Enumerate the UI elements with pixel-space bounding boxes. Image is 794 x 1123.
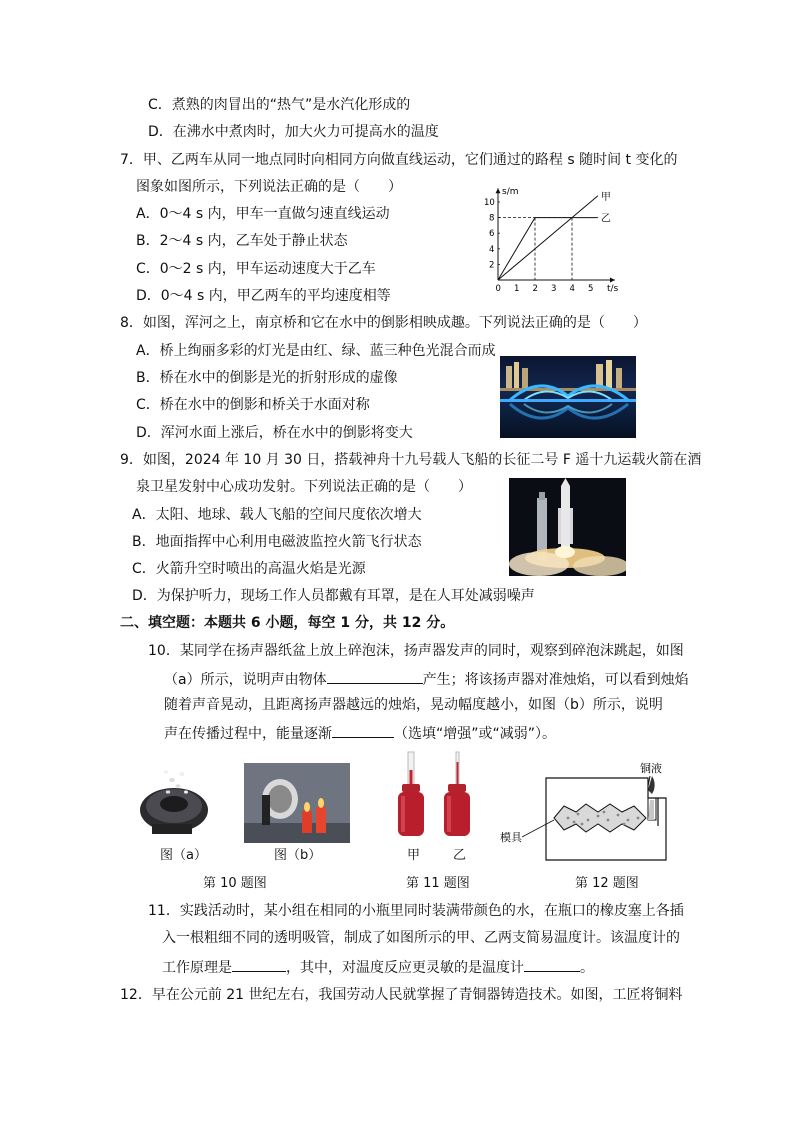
q8-stem: 8．如图，浑河之上，南京桥和它在水中的倒影相映成趣。下列说法正确的是（ ） <box>120 315 647 331</box>
q10-line3: 随着声音晃动，且距离扬声器越远的烛焰，晃动幅度越小，如图（b）所示，说明 <box>164 697 663 713</box>
q9-option-d: D．为保护听力，现场工作人员都戴有耳罩，是在人耳处减弱噪声 <box>132 588 535 604</box>
q10-blank-2[interactable] <box>332 723 394 738</box>
caption-figure-12: 第 12 题图 <box>575 876 639 891</box>
x-tick-label: 0 <box>495 284 501 294</box>
label-jia: 甲 <box>407 848 421 863</box>
q7-option-a: A．0～4 s 内，甲车一直做匀速直线运动 <box>136 206 390 222</box>
q9-option-c: C．火箭升空时喷出的高温火焰是光源 <box>132 561 366 577</box>
x-axis-arrow <box>610 278 615 283</box>
q11-line3-b: ，其中，对温度反应更灵敏的是温度计 <box>286 960 524 976</box>
series-line-yi <box>498 218 598 280</box>
q10-line4-b: （选填“增强”或“减弱”）。 <box>394 726 557 742</box>
q8-option-a: A．桥上绚丽多彩的灯光是由红、绿、蓝三种色光混合而成 <box>136 343 496 359</box>
label-muju: 模具 <box>500 831 522 844</box>
q7-option-c: C．0～2 s 内，甲车运动速度大于乙车 <box>136 261 376 277</box>
q9-option-a: A．太阳、地球、载人飞船的空间尺度依次增大 <box>132 507 422 523</box>
q8-option-b: B．桥在水中的倒影是光的折射形成的虚像 <box>136 370 398 386</box>
x-tick-label: 4 <box>569 284 575 294</box>
q8-option-c: C．桥在水中的倒影和桥关于水面对称 <box>136 397 370 413</box>
x-axis-label: t/s <box>607 284 619 294</box>
x-tick-label: 3 <box>551 284 557 294</box>
q11-blank-2[interactable] <box>524 957 580 972</box>
bridge-night-photo <box>500 356 636 438</box>
label-tongye: 铜液 <box>640 762 662 775</box>
q10-line1: 10．某同学在扬声器纸盆上放上碎泡沫，扬声器发声的同时，观察到碎泡沫跳起，如图 <box>148 643 684 659</box>
q9-stem-line1: 9．如图，2024 年 10 月 30 日，搭载神舟十九号载人飞船的长征二号 F 遥十九运载火箭在酒 <box>120 452 702 468</box>
q10-line4 <box>164 723 556 743</box>
x-tick-label: 2 <box>532 284 538 294</box>
q11-line1: 11．实践活动时，某小组在相同的小瓶里同时装满带颜色的水，在瓶口的橡皮塞上各插 <box>148 903 684 919</box>
mold-diagram <box>498 760 680 866</box>
caption-figure-11: 第 11 题图 <box>406 876 470 891</box>
q9-stem-line2: 泉卫星发射中心成功发射。下列说法正确的是（ ） <box>136 479 472 495</box>
q7-stem-line1: 7．甲、乙两车从同一地点同时向相同方向做直线运动，它们通过的路程 s 随时间 t 变化的 <box>120 152 678 168</box>
q6-option-c: C．煮熟的肉冒出的“热气”是水汽化形成的 <box>148 97 411 113</box>
speaker-foam-figure <box>138 762 214 842</box>
y-axis-arrow <box>496 188 501 193</box>
q10-line2 <box>164 669 689 689</box>
q9-option-b: B．地面指挥中心利用电磁波监控火箭飞行状态 <box>132 534 422 550</box>
q7-option-d: D．0～4 s 内，甲乙两车的平均速度相等 <box>136 288 391 304</box>
label-yi: 乙 <box>453 848 467 863</box>
q10-blank-1[interactable] <box>327 669 423 684</box>
series-line-jia <box>498 196 598 280</box>
q10-line4-a: 声在传播过程中，能量逐渐 <box>164 726 332 742</box>
caption-figure-10: 第 10 题图 <box>203 876 267 891</box>
q10-line2-b: 产生；将该扬声器对准烛焰，可以看到烛焰 <box>422 672 689 688</box>
q12-line1: 12．早在公元前 21 世纪左右，我国劳动人民就掌握了青铜器铸造技术。如图，工匠将铜料 <box>120 987 683 1003</box>
figure-a-label: 图（a） <box>160 848 207 863</box>
q7-stem-line2: 图象如图所示，下列说法正确的是（ ） <box>136 179 402 195</box>
section-fill-in-title: 二、填空题：本题共 6 小题，每空 1 分，共 12 分。 <box>120 615 455 631</box>
thermometers-figure <box>392 748 484 840</box>
y-tick-label: 8 <box>489 213 495 224</box>
q11-line2: 入一根粗细不同的透明吸管，制成了如图所示的甲、乙两支简易温度计。该温度计的 <box>162 930 680 946</box>
y-tick-label: 10 <box>484 198 495 208</box>
y-axis-label: s/m <box>502 187 519 198</box>
x-tick-label: 5 <box>588 284 594 294</box>
q11-line3-c: 。 <box>580 960 594 976</box>
rocket-launch-photo <box>509 478 626 576</box>
series-label: 甲 <box>600 191 611 203</box>
x-tick-label: 1 <box>514 284 520 294</box>
q11-line3 <box>162 957 594 977</box>
q10-line2-a: （a）所示，说明声由物体 <box>164 672 327 688</box>
y-tick-label: 4 <box>489 244 495 255</box>
q11-blank-1[interactable] <box>232 957 286 972</box>
figure-b-label: 图（b） <box>274 848 322 863</box>
y-tick-label: 2 <box>489 260 495 271</box>
q7-option-b: B．2～4 s 内，乙车处于静止状态 <box>136 233 348 249</box>
q6-option-d: D．在沸水中煮肉时，加大火力可提高水的温度 <box>148 124 439 140</box>
speaker-candle-figure <box>244 763 350 843</box>
y-tick-label: 6 <box>489 229 495 240</box>
q7-st-graph <box>478 180 638 298</box>
q11-line3-a: 工作原理是 <box>162 960 232 976</box>
series-label: 乙 <box>600 213 611 225</box>
q8-option-d: D．浑河水面上涨后，桥在水中的倒影将变大 <box>136 425 413 441</box>
